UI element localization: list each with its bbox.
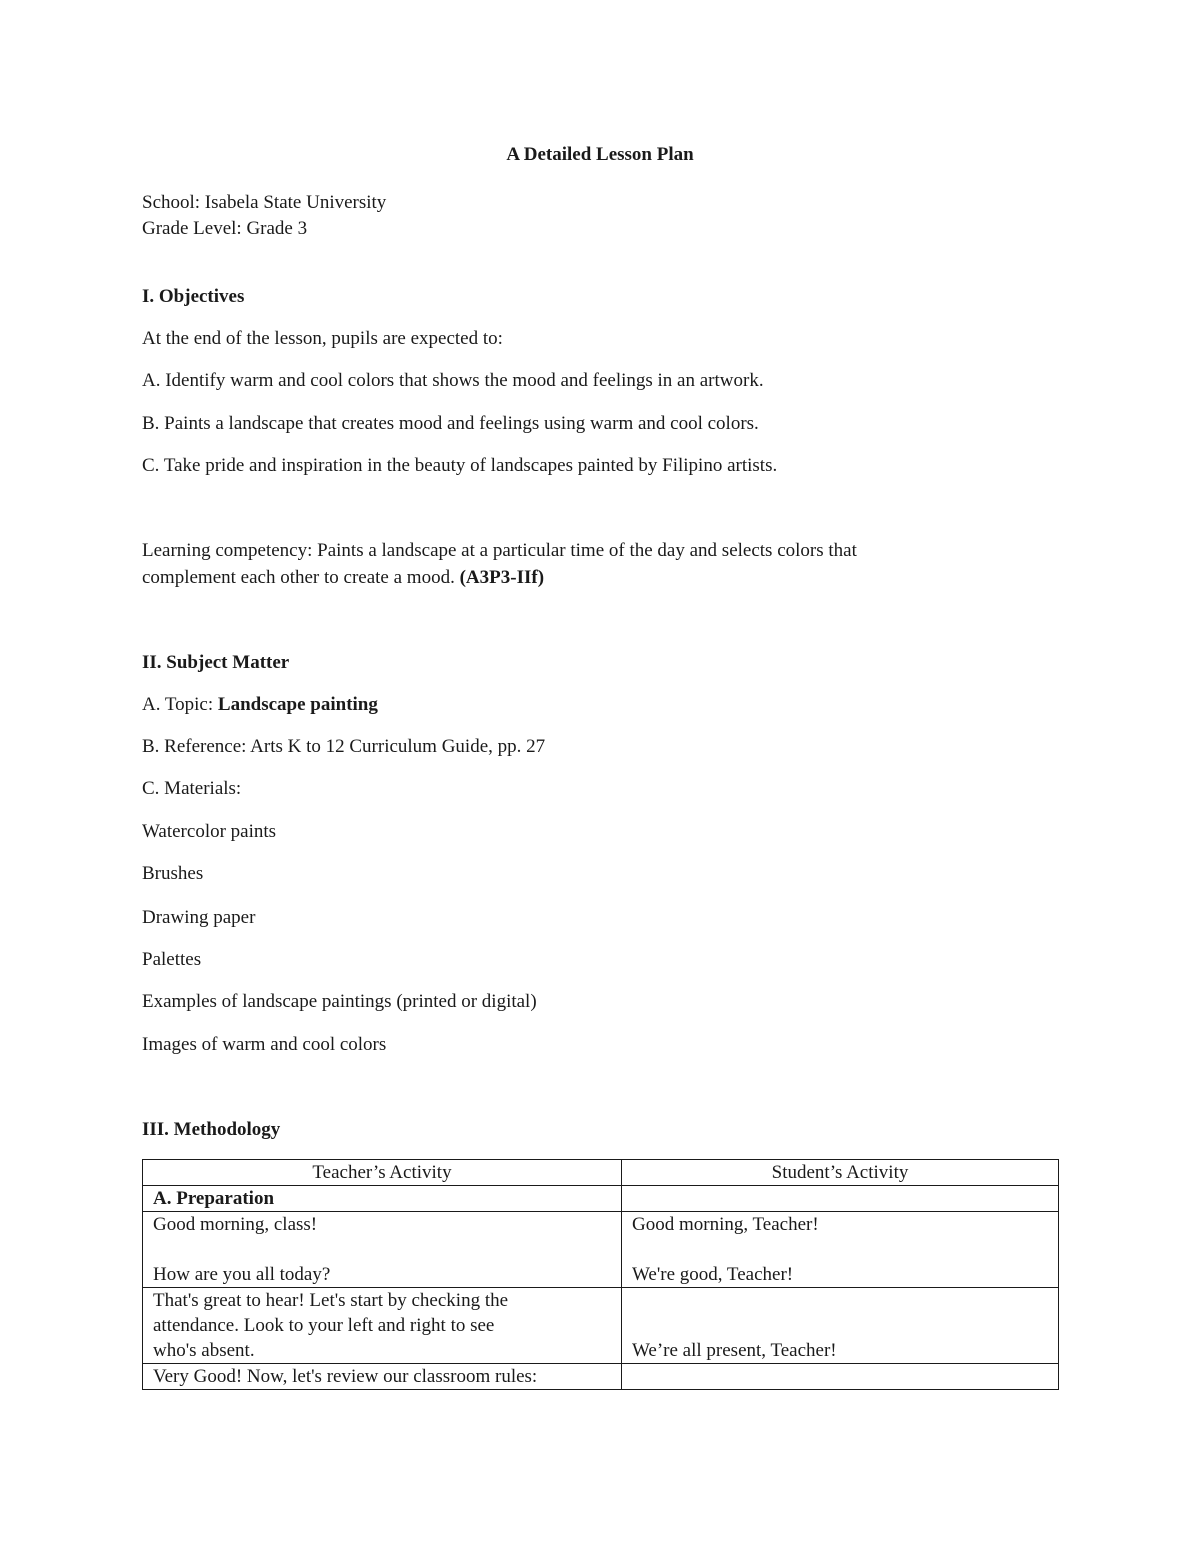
objective-item-c: C. Take pride and inspiration in the beauty of landscapes painted by Filipino artists. <box>142 455 778 476</box>
material-item: Watercolor paints <box>142 821 277 842</box>
student-line: We're good, Teacher! <box>632 1264 794 1285</box>
objectives-intro: At the end of the lesson, pupils are expected to: <box>142 328 503 349</box>
material-item: Images of warm and cool colors <box>142 1034 387 1055</box>
topic-line <box>142 693 378 717</box>
materials-label: C. Materials: <box>142 778 242 799</box>
objectives-heading: I. Objectives <box>142 286 245 307</box>
table-row <box>143 1212 1059 1288</box>
student-line: We’re all present, Teacher! <box>632 1340 837 1361</box>
student-cell <box>622 1212 1059 1288</box>
teacher-column-header: Teacher’s Activity <box>143 1160 622 1186</box>
teacher-cell <box>143 1288 622 1364</box>
methodology-table <box>142 1159 1059 1390</box>
subject-matter-heading: II. Subject Matter <box>142 652 290 673</box>
topic-value: Landscape painting <box>217 694 378 715</box>
table-header-row <box>143 1160 1059 1186</box>
grade-level-line: Grade Level: Grade 3 <box>142 218 308 239</box>
teacher-line: That's great to hear! Let's start by checking the <box>153 1290 509 1311</box>
reference-line: B. Reference: Arts K to 12 Curriculum Guide, pp. 27 <box>142 736 546 757</box>
teacher-line: attendance. Look to your left and right to see <box>153 1315 495 1336</box>
student-cell <box>622 1288 1059 1364</box>
teacher-line: who's absent. <box>153 1340 255 1361</box>
material-item: Brushes <box>142 863 204 884</box>
material-item: Palettes <box>142 949 202 970</box>
teacher-line: Very Good! Now, let's review our classroom rules: <box>153 1366 538 1387</box>
student-line: Good morning, Teacher! <box>632 1214 819 1235</box>
teacher-cell <box>143 1364 622 1390</box>
methodology-heading: III. Methodology <box>142 1119 281 1140</box>
objective-item-a: A. Identify warm and cool colors that shows the mood and feelings in an artwork. <box>142 370 764 391</box>
material-item: Drawing paper <box>142 907 256 928</box>
student-column-header: Student’s Activity <box>622 1160 1059 1186</box>
competency-text: complement each other to create a mood. <box>142 567 455 588</box>
competency-line-1: Learning competency: Paints a landscape at a particular time of the day and selects colors that <box>142 540 857 561</box>
competency-line-2 <box>142 566 544 590</box>
table-cell-empty <box>622 1186 1059 1212</box>
teacher-line: Good morning, class! <box>153 1214 318 1235</box>
document-title: A Detailed Lesson Plan <box>506 144 694 165</box>
table-row <box>143 1364 1059 1390</box>
table-row <box>143 1288 1059 1364</box>
section-preparation: A. Preparation <box>143 1186 622 1212</box>
competency-code: (A3P3-IIf) <box>459 567 545 588</box>
material-item: Examples of landscape paintings (printed or digital) <box>142 991 537 1012</box>
student-cell <box>622 1364 1059 1390</box>
table-row <box>143 1186 1059 1212</box>
school-line: School: Isabela State University <box>142 192 387 213</box>
objective-item-b: B. Paints a landscape that creates mood and feelings using warm and cool colors. <box>142 413 759 434</box>
teacher-cell <box>143 1212 622 1288</box>
topic-label: A. Topic: <box>142 694 214 715</box>
teacher-line: How are you all today? <box>153 1264 331 1285</box>
